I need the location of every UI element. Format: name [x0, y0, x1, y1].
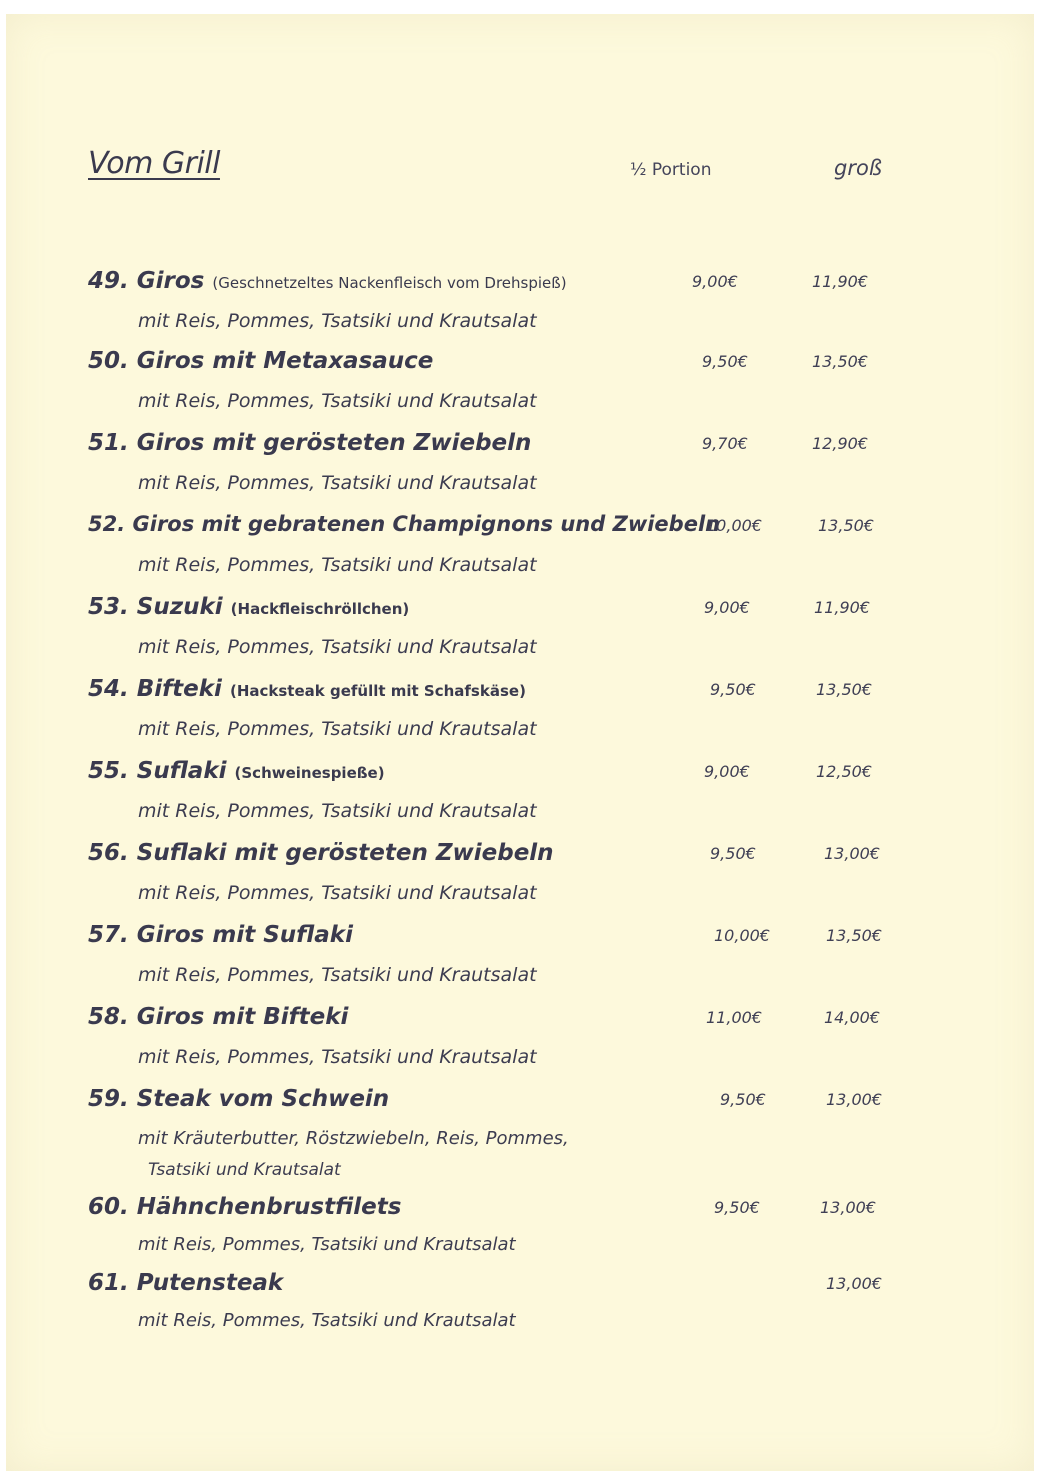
menu-page [6, 14, 1034, 1471]
price-half: 9,70€ [702, 434, 748, 453]
item-description: mit Reis, Pommes, Tsatsiki und Krautsalat [138, 310, 537, 332]
menu-item-51 [6, 430, 1034, 510]
price-half: 10,00€ [706, 516, 762, 535]
item-description: mit Kräuterbutter, Röstzwiebeln, Reis, Pommes, [138, 1128, 569, 1149]
menu-item-57 [6, 922, 1034, 1002]
price-large: 11,90€ [814, 598, 870, 617]
item-note: (Hacksteak gefüllt mit Schafskäse) [229, 682, 526, 700]
item-name: 57. Giros mit Suflaki [88, 922, 353, 948]
menu-item-61 [6, 1270, 1034, 1350]
price-large: 13,00€ [820, 1198, 876, 1217]
column-header-large: groß [834, 156, 883, 180]
price-large: 11,90€ [812, 272, 868, 291]
item-description: mit Reis, Pommes, Tsatsiki und Krautsalat [138, 964, 537, 986]
item-name: 59. Steak vom Schwein [88, 1086, 390, 1112]
item-name: 56. Suflaki mit gerösteten Zwiebeln [88, 840, 554, 866]
menu-item-52 [6, 512, 1034, 592]
price-half: 9,50€ [714, 1198, 760, 1217]
item-name: 53. Suzuki (Hackfleischröllchen) [88, 594, 410, 620]
item-note: (Schweinespieße) [234, 764, 385, 782]
price-half: 11,00€ [706, 1008, 762, 1027]
price-large: 13,50€ [818, 516, 874, 535]
price-large: 13,50€ [826, 926, 882, 945]
price-half: 10,00€ [714, 926, 770, 945]
menu-item-55 [6, 758, 1034, 838]
price-large: 13,00€ [826, 1090, 882, 1109]
price-large: 13,00€ [824, 844, 880, 863]
item-name: 61. Putensteak [88, 1270, 284, 1296]
price-half: 9,50€ [710, 844, 756, 863]
price-half: 9,50€ [702, 352, 748, 371]
price-half: 9,50€ [720, 1090, 766, 1109]
price-half: 9,00€ [704, 598, 750, 617]
item-name: 55. Suflaki (Schweinespieße) [88, 758, 385, 784]
item-description: mit Reis, Pommes, Tsatsiki und Krautsalat [138, 554, 537, 576]
price-half: 9,00€ [704, 762, 750, 781]
price-large: 12,50€ [816, 762, 872, 781]
item-name: 50. Giros mit Metaxasauce [88, 348, 434, 374]
price-large: 12,90€ [812, 434, 868, 453]
item-name: 58. Giros mit Bifteki [88, 1004, 349, 1030]
price-large: 14,00€ [824, 1008, 880, 1027]
price-large: 13,00€ [826, 1274, 882, 1293]
item-name: 54. Bifteki (Hacksteak gefüllt mit Schafskäse) [88, 676, 526, 702]
item-name: 51. Giros mit gerösteten Zwiebeln [88, 430, 532, 456]
page-title: Vom Grill [88, 146, 220, 181]
menu-item-60 [6, 1194, 1034, 1274]
column-header-half-portion: ½ Portion [630, 160, 712, 180]
menu-item-59 [6, 1086, 1034, 1196]
item-name: 49. Giros (Geschnetzeltes Nackenfleisch vom Drehspieß) [88, 268, 567, 294]
menu-item-56 [6, 840, 1034, 920]
item-description: mit Reis, Pommes, Tsatsiki und Krautsalat [138, 1310, 516, 1331]
item-description: mit Reis, Pommes, Tsatsiki und Krautsalat [138, 800, 537, 822]
item-description: mit Reis, Pommes, Tsatsiki und Krautsalat [138, 390, 537, 412]
price-large: 13,50€ [816, 680, 872, 699]
menu-item-54 [6, 676, 1034, 756]
menu-item-50 [6, 348, 1034, 428]
price-half: 9,00€ [692, 272, 738, 291]
price-large: 13,50€ [812, 352, 868, 371]
item-description: mit Reis, Pommes, Tsatsiki und Krautsalat [138, 718, 537, 740]
item-note: (Hackfleischröllchen) [230, 600, 410, 618]
menu-item-58 [6, 1004, 1034, 1084]
item-description-line-2: Tsatsiki und Krautsalat [148, 1160, 341, 1180]
item-name: 52. Giros mit gebratenen Champignons und Zwiebeln [88, 512, 721, 536]
item-description: mit Reis, Pommes, Tsatsiki und Krautsalat [138, 882, 537, 904]
item-description: mit Reis, Pommes, Tsatsiki und Krautsalat [138, 636, 537, 658]
item-description: mit Reis, Pommes, Tsatsiki und Krautsalat [138, 1046, 537, 1068]
menu-item-53 [6, 594, 1034, 674]
menu-item-49 [6, 268, 1034, 348]
item-description: mit Reis, Pommes, Tsatsiki und Krautsalat [138, 472, 537, 494]
item-note: (Geschnetzeltes Nackenfleisch vom Drehspieß) [212, 274, 567, 292]
item-name: 60. Hähnchenbrustfilets [88, 1194, 402, 1220]
price-half: 9,50€ [710, 680, 756, 699]
item-description: mit Reis, Pommes, Tsatsiki und Krautsalat [138, 1234, 516, 1255]
